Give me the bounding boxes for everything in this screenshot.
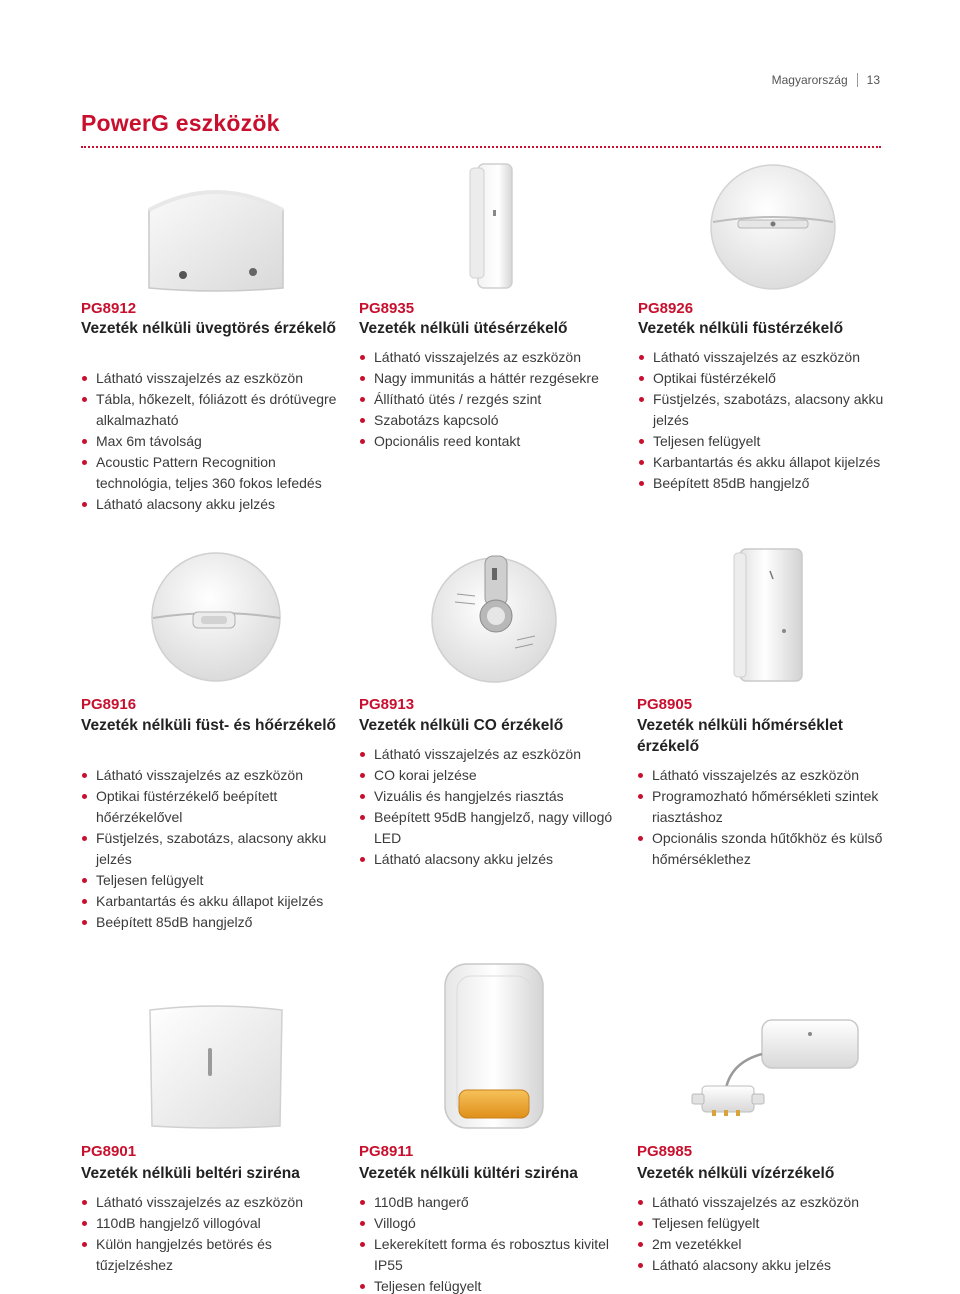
page-header [772, 73, 880, 87]
feature-item: Beépített 95dB hangjelző, nagy villogó LED [359, 807, 621, 849]
feature-list [359, 1192, 621, 1294]
feature-list [81, 1192, 343, 1276]
feature-item: Látható visszajelzés az eszközön [81, 765, 343, 786]
product-code: PG8985 [637, 1143, 693, 1160]
feature-item: Tábla, hőkezelt, fóliázott és drótüvegre alkalmazható [81, 389, 343, 431]
product-code: PG8912 [81, 300, 137, 317]
product-code: PG8911 [359, 1143, 414, 1160]
feature-item: 110dB hangjelző villogóval [81, 1213, 343, 1234]
feature-item: CO korai jelzése [359, 765, 621, 786]
feature-item: Programozható hőmérsékleti szintek riasztáshoz [637, 786, 899, 828]
feature-item: Beépített 85dB hangjelző [638, 473, 900, 494]
feature-item: Acoustic Pattern Recognition technológia, teljes 360 fokos lefedés [81, 452, 343, 494]
feature-item: Optikai füstérzékelő beépített hőérzékelővel [81, 786, 343, 828]
feature-item: Látható alacsony akku jelzés [81, 494, 343, 515]
feature-item: Beépített 85dB hangjelző [81, 912, 343, 933]
outdoor-siren-icon [439, 960, 549, 1132]
product-name: Vezeték nélküli hőmérséklet érzékelő [637, 717, 843, 755]
feature-item: Max 6m távolság [81, 431, 343, 452]
product-image-temperature-sensor [637, 540, 907, 685]
product-code: PG8913 [359, 696, 415, 713]
product-name: Vezeték nélküli vízérzékelő [637, 1165, 835, 1182]
feature-item: 2m vezetékkel [637, 1234, 899, 1255]
product-name: Vezeték nélküli ütésérzékelő [359, 320, 568, 337]
product-image-co-detector [359, 550, 629, 685]
product-name: Vezeték nélküli üvegtörés érzékelő [81, 320, 337, 337]
header-separator [857, 73, 858, 87]
feature-item: Látható visszajelzés az eszközön [359, 347, 621, 368]
co-detector-icon [427, 550, 562, 685]
feature-item: Látható visszajelzés az eszközön [637, 765, 899, 786]
feature-item: Vizuális és hangjelzés riasztás [359, 786, 621, 807]
feature-item: Szabotázs kapcsoló [359, 410, 621, 431]
feature-item: Opcionális reed kontakt [359, 431, 621, 452]
feature-list [638, 347, 900, 494]
feature-item: Látható visszajelzés az eszközön [81, 368, 343, 389]
feature-item: Opcionális szonda hűtőkhöz és külső hőmérséklethez [637, 828, 899, 870]
feature-list [637, 765, 899, 870]
product-name: Vezeték nélküli CO érzékelő [359, 717, 564, 734]
feature-list [359, 347, 621, 452]
indoor-siren-icon [146, 1000, 286, 1130]
feature-item: Teljesen felügyelt [359, 1276, 621, 1294]
product-image-shock-sensor [359, 160, 629, 292]
smoke-heat-detector-icon [149, 550, 284, 685]
feature-item: Látható visszajelzés az eszközön [81, 1192, 343, 1213]
product-image-outdoor-siren [359, 960, 629, 1132]
feature-item: Karbantartás és akku állapot kijelzés [638, 452, 900, 473]
feature-item: Füstjelzés, szabotázs, alacsony akku jelzés [638, 389, 900, 431]
product-code: PG8926 [638, 300, 694, 317]
feature-item: Optikai füstérzékelő [638, 368, 900, 389]
product-image-indoor-siren [81, 995, 351, 1130]
product-name: Vezeték nélküli beltéri sziréna [81, 1165, 300, 1182]
feature-item: Nagy immunitás a háttér rezgésekre [359, 368, 621, 389]
temperature-sensor-icon [732, 545, 812, 685]
feature-item: Füstjelzés, szabotázs, alacsony akku jelzés [81, 828, 343, 870]
feature-item: Teljesen felügyelt [81, 870, 343, 891]
smoke-detector-icon [708, 162, 838, 292]
product-code: PG8935 [359, 300, 415, 317]
feature-item: Karbantartás és akku állapot kijelzés [81, 891, 343, 912]
feature-list [81, 368, 343, 515]
feature-item: 110dB hangerő [359, 1192, 621, 1213]
page-number: 13 [866, 73, 880, 87]
product-image-smoke-heat-detector [81, 550, 351, 685]
product-name: Vezeték nélküli füst- és hőérzékelő [81, 717, 336, 734]
product-image-glass-break [81, 170, 351, 295]
page-title: PowerG eszközök [81, 110, 280, 136]
product-image-smoke-detector [638, 160, 908, 292]
feature-item: Látható alacsony akku jelzés [359, 849, 621, 870]
product-name: Vezeték nélküli kültéri sziréna [359, 1165, 578, 1182]
feature-item: Külön hangjelzés betörés és tűzjelzéshez [81, 1234, 343, 1276]
country-label: Magyarország [771, 73, 848, 87]
product-code: PG8916 [81, 696, 137, 713]
product-name: Vezeték nélküli füstérzékelő [638, 320, 844, 337]
feature-item: Lekerekített forma és robosztus kivitel IP55 [359, 1234, 621, 1276]
product-code: PG8905 [637, 696, 693, 713]
water-sensor-icon [672, 1010, 872, 1130]
product-code: PG8901 [81, 1143, 137, 1160]
glass-break-detector-icon [141, 180, 291, 295]
feature-list [637, 1192, 899, 1276]
title-divider [81, 146, 881, 148]
feature-item: Látható visszajelzés az eszközön [359, 744, 621, 765]
feature-item: Teljesen felügyelt [637, 1213, 899, 1234]
feature-item: Teljesen felügyelt [638, 431, 900, 452]
shock-sensor-icon [464, 162, 524, 292]
feature-list [81, 765, 343, 933]
feature-item: Látható visszajelzés az eszközön [637, 1192, 899, 1213]
feature-item: Villogó [359, 1213, 621, 1234]
product-image-water-sensor [637, 1010, 907, 1130]
feature-list [359, 744, 621, 870]
feature-item: Látható visszajelzés az eszközön [638, 347, 900, 368]
feature-item: Látható alacsony akku jelzés [637, 1255, 899, 1276]
feature-item: Állítható ütés / rezgés szint [359, 389, 621, 410]
